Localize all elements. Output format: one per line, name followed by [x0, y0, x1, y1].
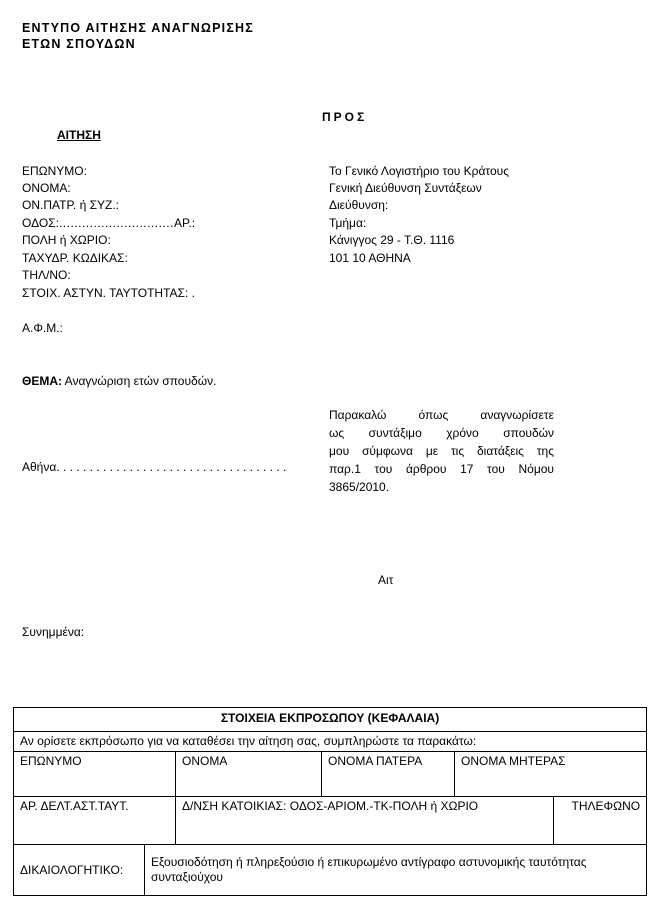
- rep-dikaiologitiko-label: ΔΙΚΑΙΟΛΟΓΗΤΙΚΟ:: [14, 845, 145, 896]
- rep-onoma-patera-field[interactable]: ΟΝΟΜΑ ΠΑΤΕΡΑ: [322, 752, 455, 797]
- athina-date-line: [22, 460, 286, 475]
- recipient-line6: 101 10 ΑΘΗΝΑ: [329, 251, 411, 265]
- form-title-line1: ΕΝΤΥΠΟ ΑΙΤΗΣΗΣ ΑΝΑΓΝΩΡΙΣΗΣ: [22, 21, 254, 35]
- rep-tilefono-field[interactable]: ΤΗΛΕΦΩΝΟ: [554, 797, 647, 845]
- rep-onoma-miteras-field[interactable]: ΟΝΟΜΑ ΜΗΤΕΡΑΣ: [455, 752, 647, 797]
- pros-heading: ΠΡΟΣ: [322, 110, 368, 124]
- recipient-line4: Τμήμα:: [329, 216, 367, 230]
- ait-label: Αιτ: [378, 573, 394, 587]
- field-odos-dots: ..............................: [58, 216, 174, 230]
- field-ar-label: ΑΡ.:: [173, 216, 196, 230]
- request-line2: ως συντάξιμο χρόνο σπουδών: [329, 426, 554, 440]
- field-poli: ΠΟΛΗ ή ΧΩΡΙΟ:: [22, 233, 111, 247]
- subject-text: Αναγνώριση ετών σπουδών.: [62, 374, 217, 388]
- recipient-line1: Το Γενικό Λογιστήριο του Κράτους: [329, 164, 510, 178]
- field-odos: [22, 216, 195, 231]
- representative-subtitle: Αν ορίσετε εκπρόσωπο για να καταθέσει την αίτηση σας, συμπληρώστε τα παρακάτω:: [14, 732, 647, 752]
- field-odos-label: ΟΔΟΣ:: [22, 216, 59, 230]
- recipient-line3: Διεύθυνση:: [329, 198, 389, 212]
- subject: [22, 374, 216, 389]
- synimmena-label: Συνημμένα:: [22, 625, 85, 639]
- field-on-patr: ΟΝ.ΠΑΤΡ. ή ΣΥΖ.:: [22, 198, 120, 212]
- request-line3: μου σύμφωνα με τις διατάξεις της: [329, 444, 554, 458]
- subject-label: ΘΕΜΑ:: [22, 374, 62, 388]
- field-eponymo: ΕΠΩΝΥΜΟ:: [22, 164, 87, 178]
- recipient-line5: Κάνιγγος 29 - Τ.Θ. 1116: [329, 233, 455, 247]
- representative-table: [13, 707, 647, 896]
- request-line4: παρ.1 του άρθρου 17 του Νόμου: [329, 462, 554, 476]
- rep-ar-delt-field[interactable]: ΑΡ. ΔΕΛΤ.ΑΣΤ.ΤΑΥΤ.: [14, 797, 176, 845]
- rep-dnsi-field[interactable]: Δ/ΝΣΗ ΚΑΤΟΙΚΙΑΣ: ΟΔΟΣ-ΑΡΙΟΜ.-ΤΚ-ΠΟΛΗ ή ΧΩΡΙΟ: [176, 797, 554, 845]
- field-onoma: ΟΝΟΜΑ:: [22, 181, 71, 195]
- recipient-line2: Γενική Διεύθυνση Συντάξεων: [329, 181, 482, 195]
- field-stoix-taytotitas: ΣΤΟΙΧ. ΑΣΤΥΝ. ΤΑΥΤΟΤΗΤΑΣ: .: [22, 286, 195, 300]
- request-paragraph: [329, 406, 554, 496]
- request-line5: 3865/2010.: [329, 480, 390, 494]
- request-line1: Παρακαλώ όπως αναγνωρίσετε: [329, 408, 554, 422]
- athina-dots: . . . . . . . . . . . . . . . . . . . . . . . . . . . . . . . . . . .: [56, 460, 287, 474]
- rep-eponymo-field[interactable]: ΕΠΩΝΥΜΟ: [14, 752, 176, 797]
- field-til: ΤΗΛ/ΝΟ:: [22, 268, 71, 282]
- representative-title: ΣΤΟΙΧΕΙΑ ΕΚΠΡΟΣΩΠΟΥ (ΚΕΦΑΛΑΙΑ): [14, 708, 647, 732]
- rep-onoma-field[interactable]: ΟΝΟΜΑ: [176, 752, 322, 797]
- form-title-line2: ΕΤΩΝ ΣΠΟΥΔΩΝ: [22, 37, 136, 51]
- rep-dikaiologitiko-text: Εξουσιοδότηση ή πληρεξούσιο ή επικυρωμένο αντίγραφο αστυνομικής ταυτότητας συνταξιούχου: [145, 845, 647, 896]
- field-afm: Α.Φ.Μ.:: [22, 321, 63, 335]
- athina-label: Αθήνα: [22, 460, 57, 474]
- aitisi-heading: ΑΙΤΗΣΗ: [57, 128, 101, 142]
- field-tk: ΤΑΧΥΔΡ. ΚΩΔΙΚΑΣ:: [22, 251, 128, 265]
